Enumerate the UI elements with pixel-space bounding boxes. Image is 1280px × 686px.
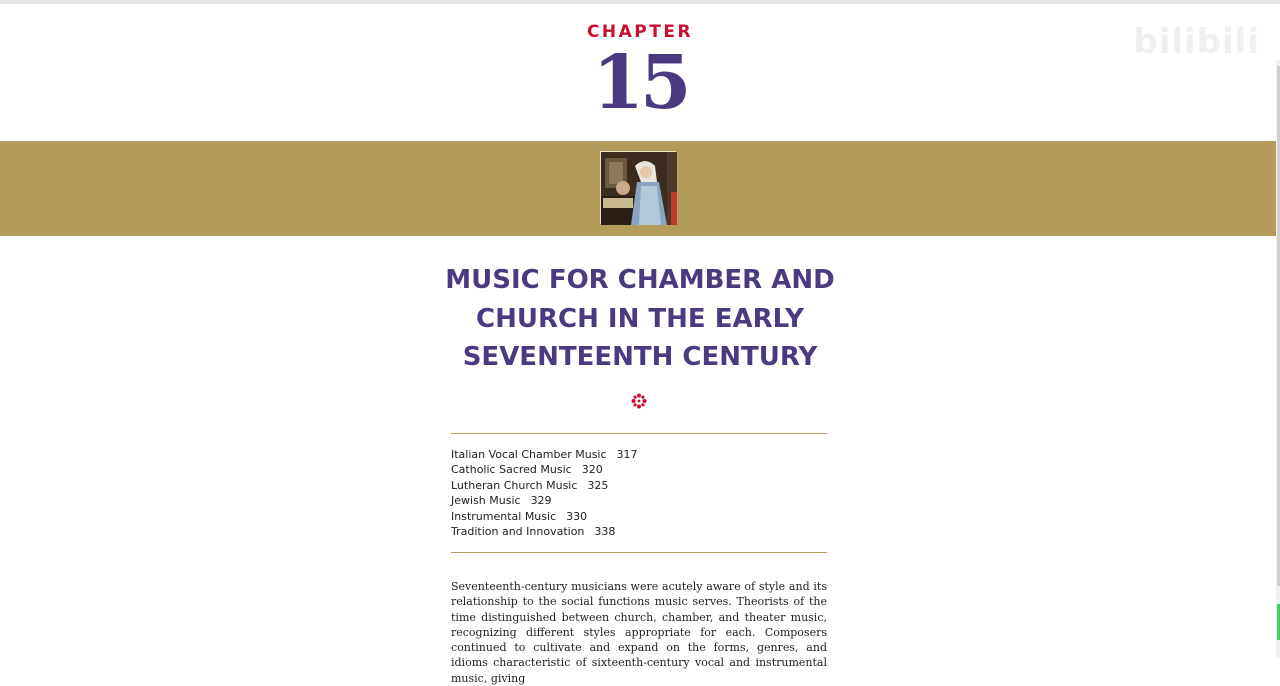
toc-item-label: Catholic Sacred Music <box>451 463 572 477</box>
chapter-illustration <box>600 151 676 224</box>
toc-item[interactable] <box>451 493 638 508</box>
toc-item-label: Jewish Music <box>451 494 521 508</box>
chapter-contents-list <box>451 447 638 539</box>
window-top-edge <box>0 0 1280 4</box>
section-divider-top <box>451 433 827 434</box>
chapter-title <box>390 261 890 377</box>
toc-item-label: Instrumental Music <box>451 509 557 523</box>
chapter-title-line: CHURCH IN THE EARLY <box>476 303 804 334</box>
chapter-title-line: MUSIC FOR CHAMBER AND <box>445 265 835 295</box>
chapter-title-line: SEVENTEENTH CENTURY <box>462 342 818 372</box>
toc-item-page: 329 <box>530 494 552 508</box>
toc-item-page: 320 <box>581 463 603 477</box>
chapter-number: 15 <box>592 40 688 126</box>
toc-item-page: 338 <box>594 524 616 538</box>
toc-item-label: Italian Vocal Chamber Music <box>451 448 607 461</box>
toc-item-page: 330 <box>566 509 588 523</box>
toc-item-label: Tradition and Innovation <box>451 524 585 538</box>
toc-item[interactable] <box>451 524 638 539</box>
toc-item[interactable] <box>451 509 638 524</box>
section-divider-bottom <box>451 552 827 553</box>
toc-item[interactable] <box>451 462 638 477</box>
bilibili-watermark: bilibili <box>1133 22 1260 62</box>
toc-item[interactable] <box>451 447 638 462</box>
toc-item-page: 317 <box>616 448 638 461</box>
intro-paragraph: Seventeenth-century musicians were acutely aware of style and its relationship to the social functions music serves. Theorists of the time distinguished between church, chamber, and theater music, recognizing different styles appropriate for each. Composers continued to cultivate and expand on the forms, genres, and idioms characteristic of sixteenth-century vocal and instrumental music, giving <box>451 580 827 685</box>
toc-item-label: Lutheran Church Music <box>451 478 578 492</box>
toc-item-page: 325 <box>587 478 609 492</box>
toc-item[interactable] <box>451 478 638 493</box>
chapter-label: CHAPTER <box>586 22 694 42</box>
flower-ornament-icon <box>631 393 647 409</box>
